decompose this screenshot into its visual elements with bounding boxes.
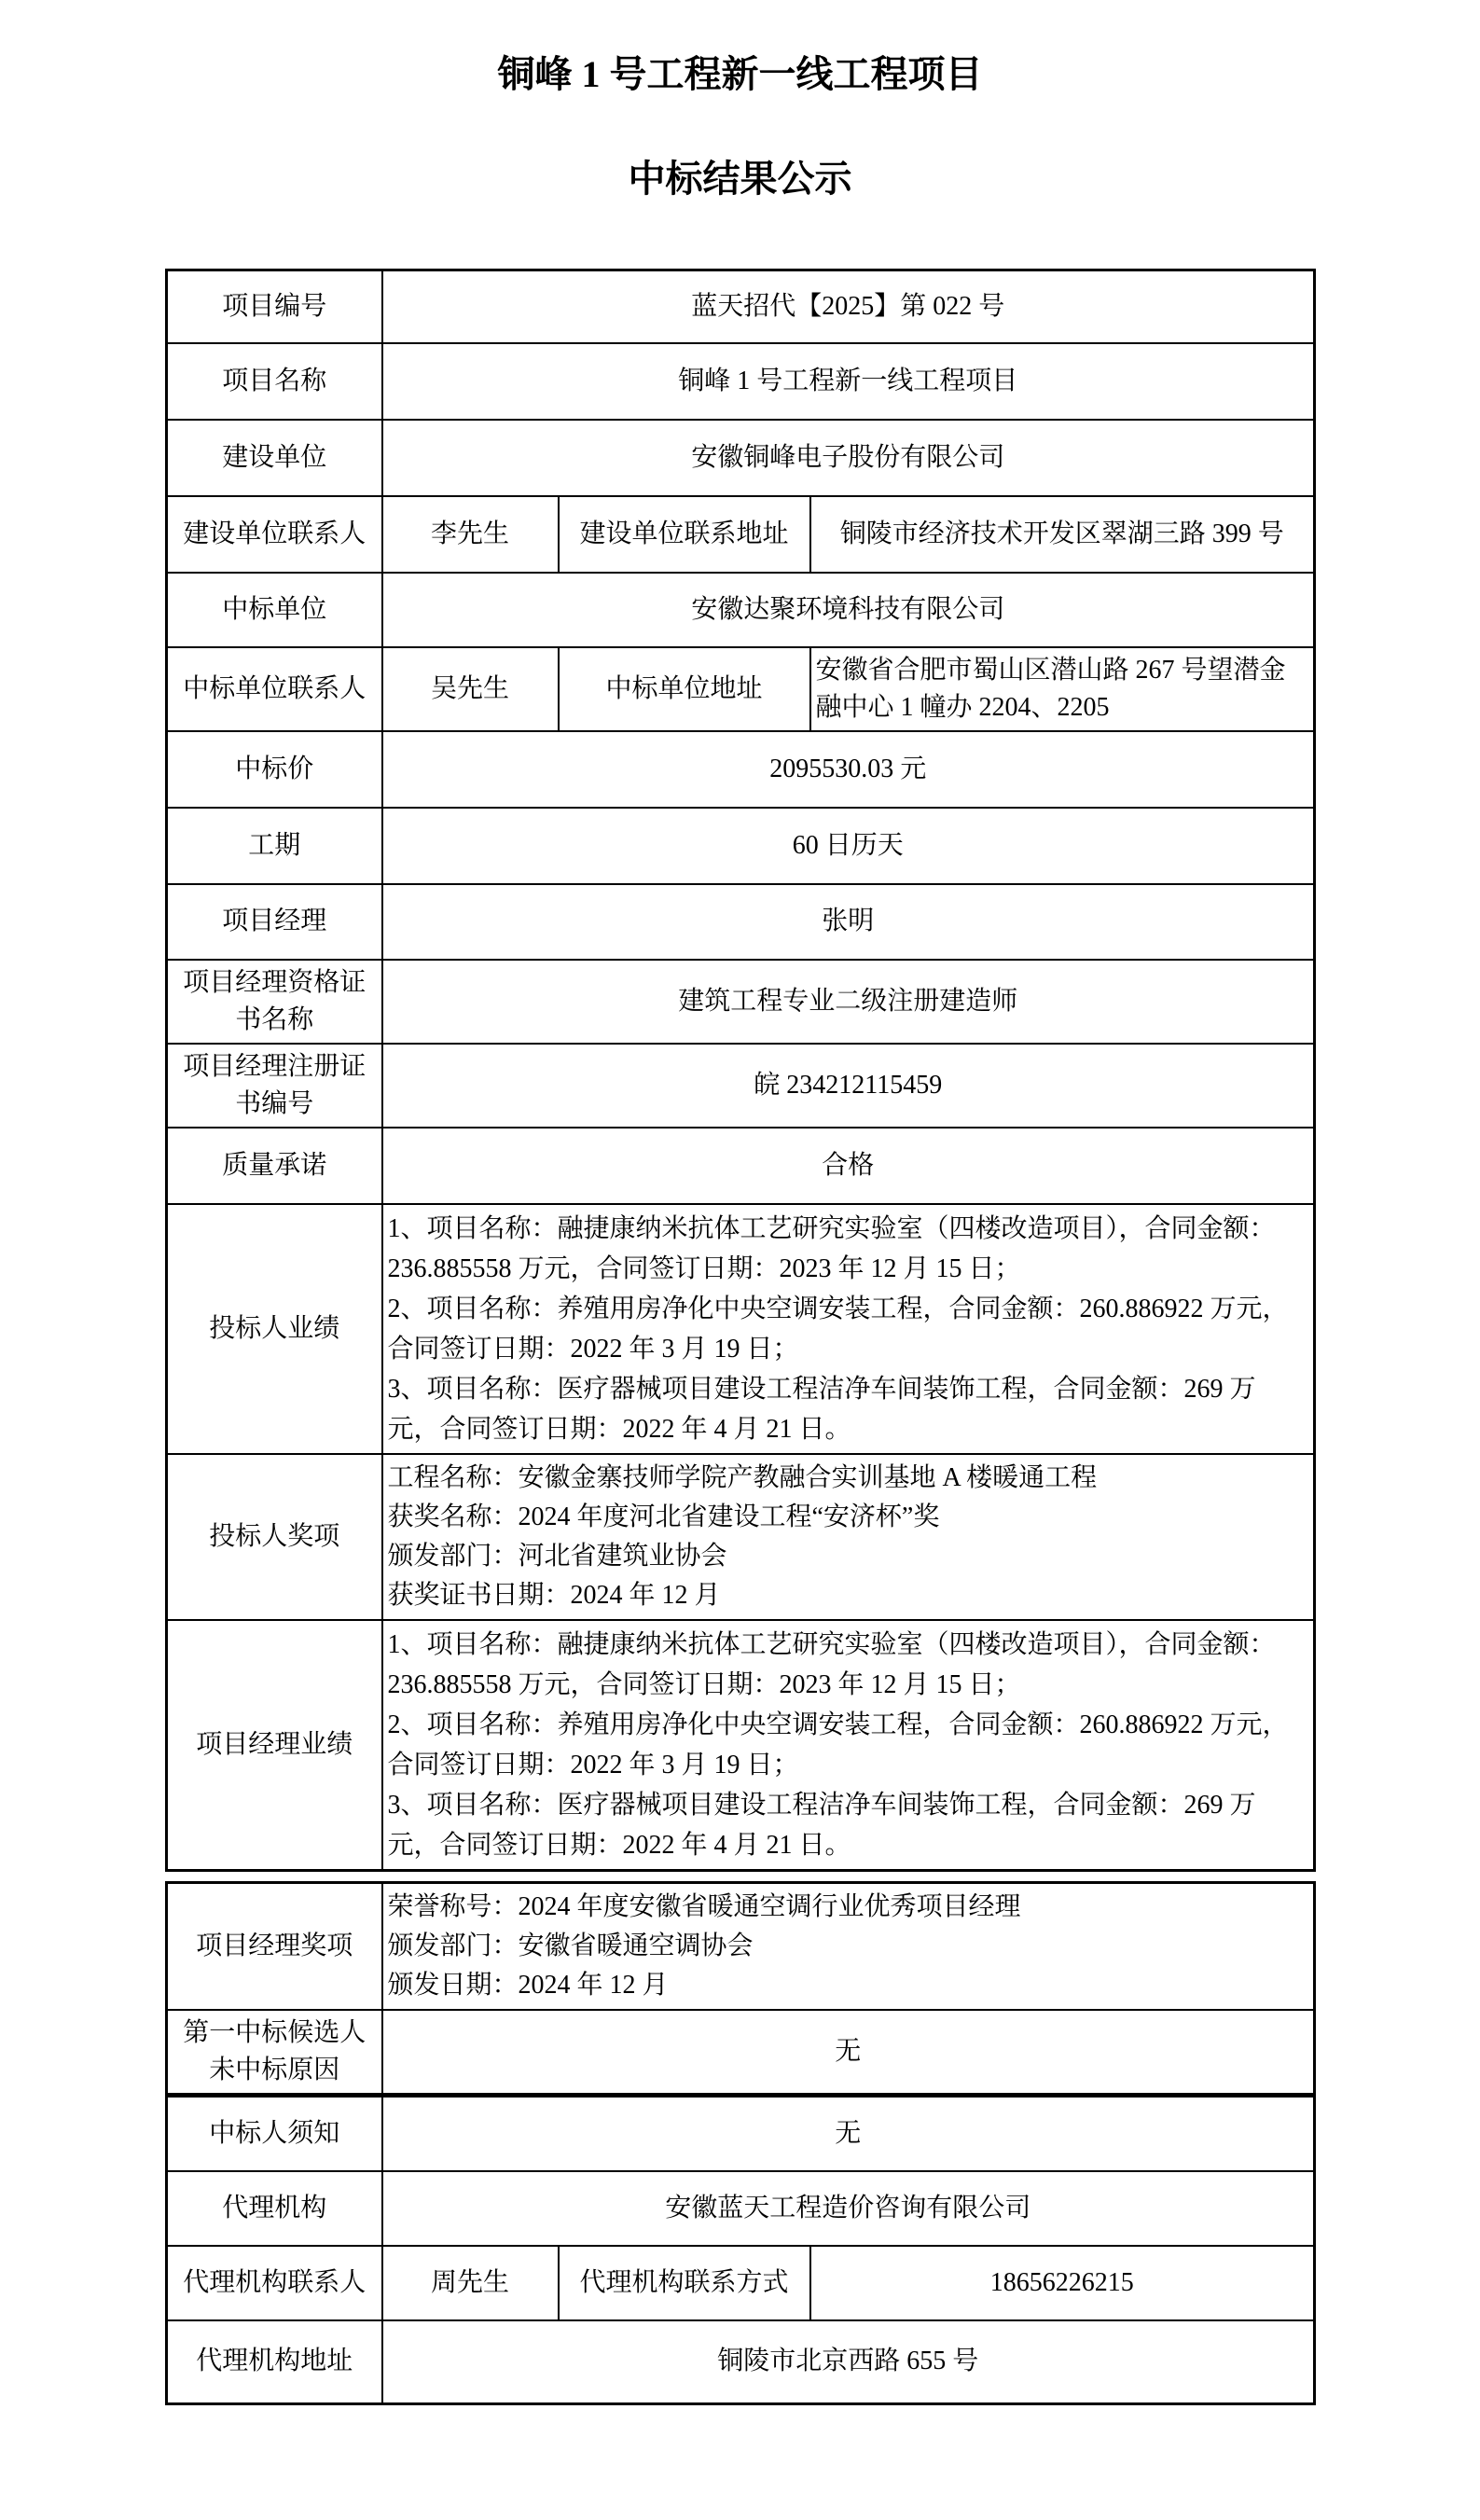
owner-addr-label: 建设单位联系地址 (559, 496, 810, 573)
pm-performance-item: 1、项目名称：融捷康纳米抗体工艺研究实验室（四楼改造项目），合同金额：236.885558 万元，合同签订日期：2023 年 12 月 15 日； (387, 1629, 1276, 1699)
agency-label: 代理机构 (167, 2171, 382, 2246)
row-first-candidate-reason (167, 2010, 1315, 2096)
agency-value: 安徽蓝天工程造价咨询有限公司 (382, 2171, 1315, 2246)
price-label: 中标价 (167, 731, 382, 808)
row-owner-contact (167, 496, 1315, 573)
duration-label: 工期 (167, 808, 382, 884)
row-pm-reg (167, 1044, 1315, 1128)
project-no-value: 蓝天招代【2025】第 022 号 (382, 270, 1315, 343)
owner-contact-label: 建设单位联系人 (167, 496, 382, 573)
pm-award-value (382, 1882, 1315, 2010)
row-project-name (167, 343, 1315, 420)
owner-contact-value: 李先生 (382, 496, 559, 573)
winner-addr-label: 中标单位地址 (559, 647, 810, 731)
bidder-performance-item: 2、项目名称：养殖用房净化中央空调安装工程，合同金额：260.886922 万元，合同签订日期：2022 年 3 月 19 日； (387, 1294, 1289, 1364)
quality-value: 合格 (382, 1128, 1315, 1204)
bidder-award-line: 颁发部门：河北省建筑业协会 (387, 1541, 727, 1571)
bidder-award-line: 工程名称：安徽金寨技师学院产教融合实训基地 A 楼暖通工程 (387, 1462, 1098, 1492)
bidder-award-label: 投标人奖项 (167, 1454, 382, 1620)
row-pm-cert (167, 960, 1315, 1044)
winner-label: 中标单位 (167, 573, 382, 647)
agency-addr-label: 代理机构地址 (167, 2320, 382, 2403)
first-candidate-reason-label: 第一中标候选人未中标原因 (167, 2010, 382, 2096)
owner-label: 建设单位 (167, 420, 382, 496)
project-name-value: 铜峰 1 号工程新一线工程项目 (382, 343, 1315, 420)
bidder-award-line: 获奖名称：2024 年度河北省建设工程“安济杯”奖 (387, 1502, 940, 1531)
pm-cert-label: 项目经理资格证书名称 (167, 960, 382, 1044)
agency-contact-label: 代理机构联系人 (167, 2246, 382, 2320)
pm-performance-label: 项目经理业绩 (167, 1620, 382, 1871)
pm-performance-item: 2、项目名称：养殖用房净化中央空调安装工程，合同金额：260.886922 万元，合同签订日期：2022 年 3 月 19 日； (387, 1710, 1289, 1779)
agency-phone-label: 代理机构联系方式 (559, 2246, 810, 2320)
owner-addr-value: 铜陵市经济技术开发区翠湖三路 399 号 (810, 496, 1315, 573)
row-owner (167, 420, 1315, 496)
pm-award-label: 项目经理奖项 (167, 1882, 382, 2010)
row-project-no (167, 270, 1315, 343)
pm-award-line: 颁发日期：2024 年 12 月 (387, 1970, 669, 2000)
pm-label: 项目经理 (167, 884, 382, 960)
quality-label: 质量承诺 (167, 1128, 382, 1204)
project-no-label: 项目编号 (167, 270, 382, 343)
winner-notice-value: 无 (382, 2095, 1315, 2171)
row-price (167, 731, 1315, 808)
price-value: 2095530.03 元 (382, 731, 1315, 808)
row-agency (167, 2171, 1315, 2246)
bidder-performance-label: 投标人业绩 (167, 1204, 382, 1454)
pm-value: 张明 (382, 884, 1315, 960)
row-bidder-award (167, 1454, 1315, 1620)
winner-contact-label: 中标单位联系人 (167, 647, 382, 731)
row-winner-contact (167, 647, 1315, 731)
bid-result-table-upper (165, 269, 1316, 1872)
row-quality (167, 1128, 1315, 1204)
agency-phone-value: 18656226215 (810, 2246, 1315, 2320)
bidder-award-value (382, 1454, 1315, 1620)
bidder-performance-item: 3、项目名称：医疗器械项目建设工程洁净车间装饰工程，合同金额：269 万元，合同签订日期：2022 年 4 月 21 日。 (387, 1374, 1256, 1444)
pm-performance-item: 3、项目名称：医疗器械项目建设工程洁净车间装饰工程，合同金额：269 万元，合同签订日期：2022 年 4 月 21 日。 (387, 1790, 1256, 1860)
row-winner-notice (167, 2095, 1315, 2171)
agency-addr-value: 铜陵市北京西路 655 号 (382, 2320, 1315, 2403)
row-agency-contact (167, 2246, 1315, 2320)
first-candidate-reason-value: 无 (382, 2010, 1315, 2096)
bidder-performance-value (382, 1204, 1315, 1454)
bidder-performance-item: 1、项目名称：融捷康纳米抗体工艺研究实验室（四楼改造项目），合同金额：236.885558 万元，合同签订日期：2023 年 12 月 15 日； (387, 1213, 1276, 1283)
duration-value: 60 日历天 (382, 808, 1315, 884)
winner-contact-value: 吴先生 (382, 647, 559, 731)
agency-contact-value: 周先生 (382, 2246, 559, 2320)
row-pm-award (167, 1882, 1315, 2010)
document-title: 铜峰 1 号工程新一线工程项目 (497, 53, 983, 95)
row-winner (167, 573, 1315, 647)
pm-cert-value: 建筑工程专业二级注册建造师 (382, 960, 1315, 1044)
row-bidder-performance (167, 1204, 1315, 1454)
pm-award-line: 荣誉称号：2024 年度安徽省暖通空调行业优秀项目经理 (387, 1891, 1021, 1921)
winner-notice-label: 中标人须知 (167, 2095, 382, 2171)
pm-performance-value (382, 1620, 1315, 1871)
bid-result-tables (165, 269, 1313, 2405)
project-name-label: 项目名称 (167, 343, 382, 420)
winner-value: 安徽达聚环境科技有限公司 (382, 573, 1315, 647)
pm-reg-label: 项目经理注册证书编号 (167, 1044, 382, 1128)
document-subtitle: 中标结果公示 (628, 158, 852, 200)
row-pm (167, 884, 1315, 960)
owner-value: 安徽铜峰电子股份有限公司 (382, 420, 1315, 496)
row-duration (167, 808, 1315, 884)
row-pm-performance (167, 1620, 1315, 1871)
pm-award-line: 颁发部门：安徽省暖通空调协会 (387, 1931, 754, 1960)
bid-result-table-lower (165, 1881, 1316, 2405)
bidder-award-line: 获奖证书日期：2024 年 12 月 (387, 1580, 721, 1610)
row-agency-addr (167, 2320, 1315, 2403)
winner-addr-value: 安徽省合肥市蜀山区潜山路 267 号望潜金融中心 1 幢办 2204、2205 (810, 647, 1315, 731)
pm-reg-value: 皖 234212115459 (382, 1044, 1315, 1128)
